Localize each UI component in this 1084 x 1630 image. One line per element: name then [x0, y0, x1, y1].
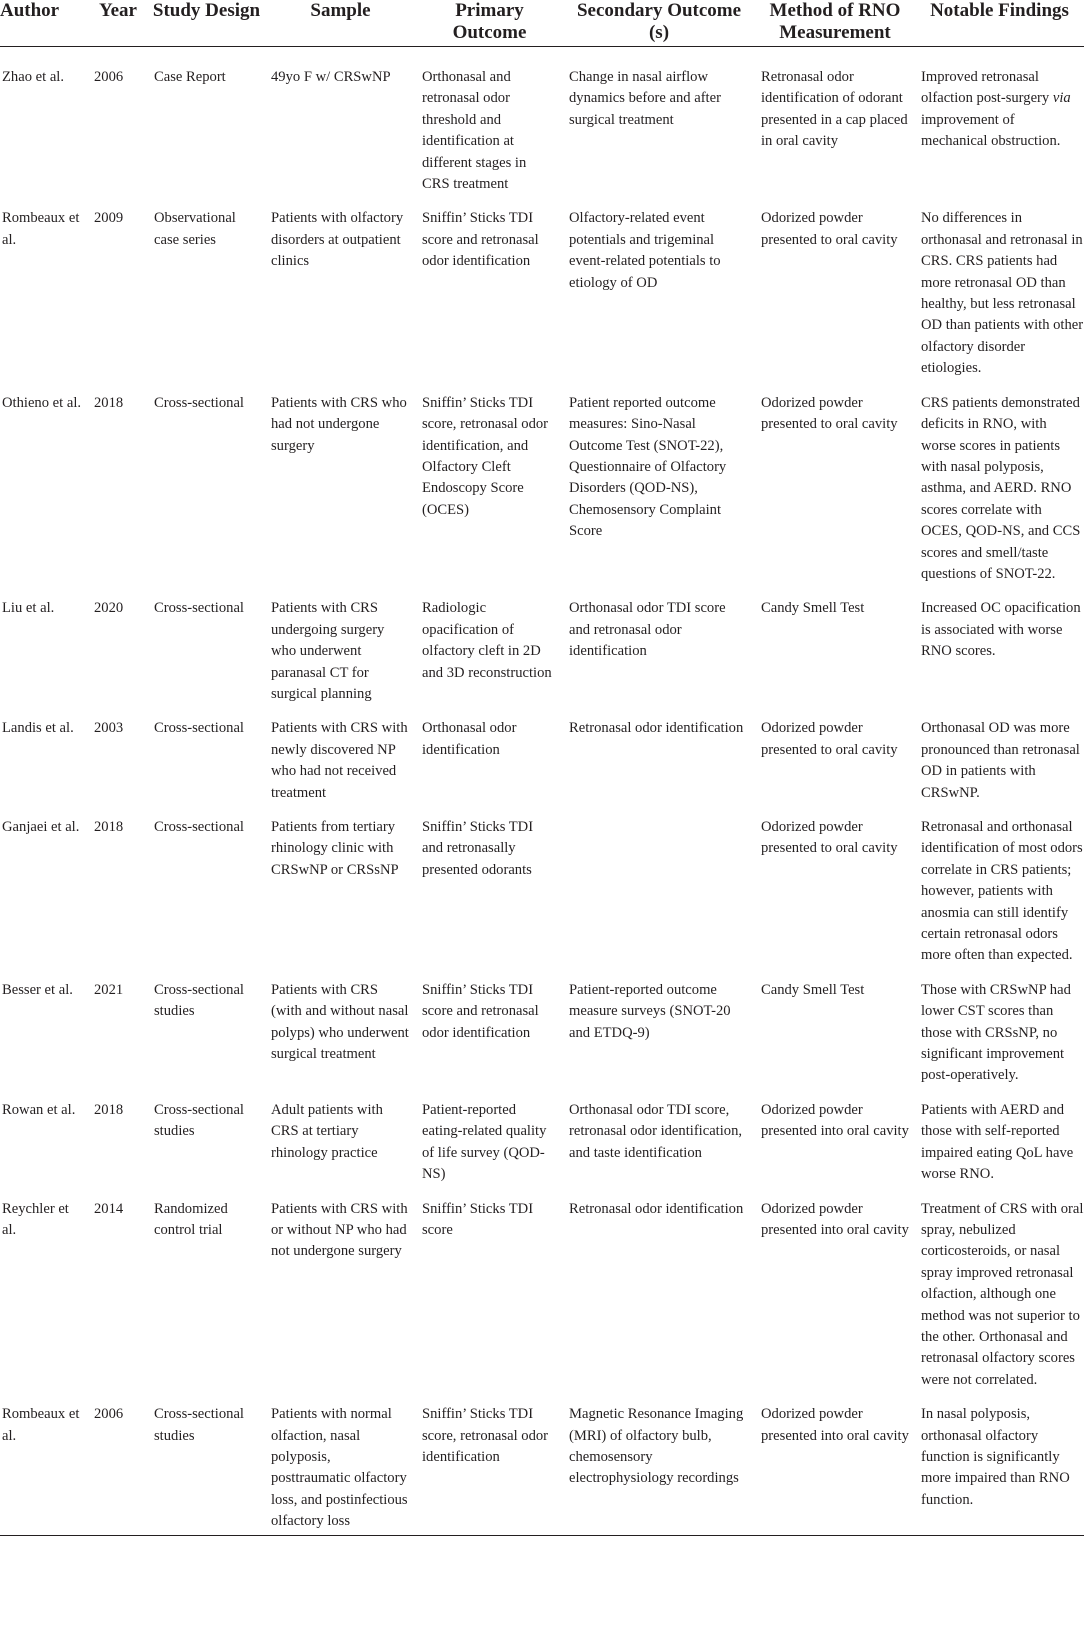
table-row [0, 705, 1084, 804]
cell-findings: In nasal polyposis, orthonasal olfactory function is significantly more impaired than RNO function. [915, 1391, 1084, 1535]
cell-author: Zhao et al. [2, 69, 64, 85]
cell-sample: Patients from tertiary rhinology clinic with CRSwNP or CRSsNP [271, 819, 399, 878]
cell-year: 2020 [94, 600, 124, 617]
cell-year: 2006 [94, 69, 124, 85]
cell-method: Odorized powder presented to oral cavity [761, 819, 898, 857]
cell-design: Cross-sectional [154, 720, 244, 737]
cell-secondary: Retronasal odor identification [569, 720, 744, 737]
cell-secondary: Patient-reported outcome measure surveys (SNOT-20 and ETDQ-9) [569, 981, 731, 1041]
header-study-design: Study Design [148, 0, 265, 47]
cell-sample: Patients with normal olfaction, nasal polyposis, posttraumatic olfactory loss, and postinfectious olfactory loss [265, 1391, 416, 1535]
table-row [0, 1391, 1084, 1535]
table-row [0, 195, 1084, 379]
cell-year: 2018 [94, 819, 124, 835]
header-row [0, 0, 1084, 47]
cell-method: Odorized powder presented to oral cavity [761, 720, 898, 758]
header-author: Author [0, 0, 88, 47]
cell-sample: Patients with olfactory disorders at outpatient clinics [271, 210, 404, 270]
cell-author: Landis et al. [2, 720, 74, 737]
cell-design: Cross-sectional [154, 600, 244, 617]
table-row [0, 1087, 1084, 1186]
table-row [0, 47, 1084, 196]
header-secondary-outcome: Secondary Outcome (s) [563, 0, 755, 47]
header-primary-outcome: Primary Outcome [416, 0, 563, 47]
header-findings: Notable Findings [915, 0, 1084, 47]
cell-findings: Orthonasal OD was more pronounced than retronasal OD in patients with CRSwNP. [921, 720, 1080, 801]
cell-findings: Retronasal and orthonasal identification of most odors correlate in CRS patients; however, patients with anosmia can still identify certain retronasal odors more often than expected. [921, 819, 1083, 964]
cell-method: Retronasal odor identification of odorant presented in a cap placed in oral cavity [761, 69, 908, 150]
findings-italic-text: via [1052, 90, 1071, 107]
cell-design: Randomized control trial [154, 1200, 228, 1238]
cell-primary: Orthonasal and retronasal odor threshold and identification at different stages in CRS treatment [422, 69, 527, 193]
table-body [0, 47, 1084, 1536]
header-method: Method of RNO Measurement [755, 0, 915, 47]
cell-secondary: Orthonasal odor TDI score, retronasal odor identification, and taste identification [569, 1101, 743, 1161]
cell-primary: Sniffin’ Sticks TDI and retronasally presented odorants [422, 819, 534, 878]
cell-primary: Sniffin’ Sticks TDI score and retronasal odor identification [422, 210, 539, 270]
cell-method: Candy Smell Test [761, 981, 865, 998]
cell-design: Cross-sectional studies [154, 981, 244, 1020]
cell-findings: Patients with AERD and those with self-reported impaired eating QoL have worse RNO. [921, 1101, 1074, 1183]
table-row [0, 380, 1084, 586]
cell-findings: CRS patients demonstrated deficits in RNO, with worse scores in patients with nasal polyposis, asthma, and AERD. RNO scores correlate with OCES, QOD-NS, and CCS scores and smell/taste questions of SNOT-22. [921, 394, 1081, 582]
cell-year: 2018 [94, 1101, 124, 1118]
cell-method: Odorized powder presented into oral cavity [761, 1200, 909, 1238]
cell-year: 2006 [88, 1391, 148, 1535]
cell-primary: Orthonasal odor identification [422, 720, 517, 758]
cell-findings: Increased OC opacification is associated with worse RNO scores. [921, 600, 1081, 660]
findings-text: Improved retronasal olfaction post-surgery [921, 69, 1053, 107]
cell-sample: Adult patients with CRS at tertiary rhinology practice [271, 1101, 383, 1161]
cell-method: Odorized powder presented into oral cavity [755, 1391, 915, 1535]
cell-design: Cross-sectional studies [148, 1391, 265, 1535]
cell-primary: Sniffin’ Sticks TDI score [422, 1200, 534, 1238]
cell-secondary [563, 804, 755, 967]
cell-secondary: Olfactory-related event potentials and trigeminal event-related potentials to etiology of OD [569, 210, 721, 291]
cell-sample: Patients with CRS with or without NP who had not undergone surgery [271, 1200, 408, 1260]
cell-method: Odorized powder presented to oral cavity [761, 394, 898, 433]
cell-design: Cross-sectional [154, 394, 244, 411]
cell-design: Cross-sectional studies [154, 1101, 244, 1140]
cell-year: 2009 [94, 210, 124, 227]
header-sample: Sample [265, 0, 416, 47]
cell-design: Observational case series [154, 210, 236, 248]
cell-year: 2021 [94, 981, 124, 998]
cell-method: Candy Smell Test [761, 600, 865, 617]
cell-year: 2018 [94, 394, 124, 411]
cell-sample: Patients with CRS who had not undergone surgery [271, 394, 407, 454]
cell-secondary: Change in nasal airflow dynamics before and after surgical treatment [569, 69, 721, 128]
cell-method: Odorized powder presented into oral cavity [761, 1101, 909, 1140]
cell-author: Ganjaei et al. [2, 819, 80, 835]
cell-author: Othieno et al. [2, 394, 82, 411]
cell-author: Liu et al. [2, 600, 55, 617]
cell-year: 2014 [94, 1200, 124, 1217]
cell-secondary: Retronasal odor identification [569, 1200, 744, 1217]
cell-method: Odorized powder presented to oral cavity [761, 210, 898, 248]
cell-primary: Radiologic opacification of olfactory cleft in 2D and 3D reconstruction [422, 600, 552, 681]
cell-findings: Those with CRSwNP had lower CST scores than those with CRSsNP, no significant improvement post-operatively. [921, 981, 1071, 1084]
table-row [0, 1186, 1084, 1392]
cell-author: Reychler et al. [2, 1200, 69, 1238]
header-year: Year [88, 0, 148, 47]
cell-author: Rombeaux et al. [2, 210, 80, 248]
cell-secondary: Magnetic Resonance Imaging (MRI) of olfactory bulb, chemosensory electrophysiology recordings [563, 1391, 755, 1535]
table-row [0, 967, 1084, 1087]
findings-text: improvement of mechanical obstruction. [921, 111, 1061, 150]
cell-design: Case Report [154, 69, 226, 85]
cell-findings [915, 47, 1084, 196]
table-row [0, 804, 1084, 967]
cell-sample: Patients with CRS undergoing surgery who underwent paranasal CT for surgical planning [271, 600, 385, 702]
cell-design: Cross-sectional [154, 819, 244, 835]
cell-sample: 49yo F w/ CRSwNP [271, 69, 391, 85]
table-header [0, 0, 1084, 47]
cell-author: Rowan et al. [2, 1101, 76, 1118]
cell-secondary: Orthonasal odor TDI score and retronasal odor identification [569, 600, 726, 660]
cell-secondary: Patient reported outcome measures: Sino-Nasal Outcome Test (SNOT-22), Questionnaire of Olfactory Disorders (QOD-NS), Chemosensory Complaint Score [569, 394, 727, 540]
cell-sample: Patients with CRS (with and without nasal polyps) who underwent surgical treatment [271, 981, 409, 1063]
cell-findings: No differences in orthonasal and retronasal in CRS. CRS patients had more retronasal OD than healthy, but less retronasal OD than patients with other olfactory disorder etiologies. [921, 210, 1084, 377]
cell-author: Besser et al. [2, 981, 73, 998]
cell-primary: Sniffin’ Sticks TDI score and retronasal odor identification [422, 981, 539, 1041]
table-row [0, 585, 1084, 705]
cell-primary: Sniffin’ Sticks TDI score, retronasal odor identification [416, 1391, 563, 1535]
cell-primary: Sniffin’ Sticks TDI score, retronasal odor identification, and Olfactory Cleft Endoscopy Score (OCES) [422, 394, 549, 518]
cell-primary: Patient-reported eating-related quality of life survey (QOD-NS) [422, 1101, 547, 1183]
cell-sample: Patients with CRS with newly discovered NP who had not received treatment [271, 720, 408, 801]
cell-findings: Treatment of CRS with oral spray, nebulized corticosteroids, or nasal spray improved retronasal olfaction, although one method was not superior to the other. Orthonasal and retronasal olfactory scores were not correlated. [921, 1200, 1084, 1388]
cell-author: Rombeaux et al. [0, 1391, 88, 1535]
cell-year: 2003 [94, 720, 124, 737]
